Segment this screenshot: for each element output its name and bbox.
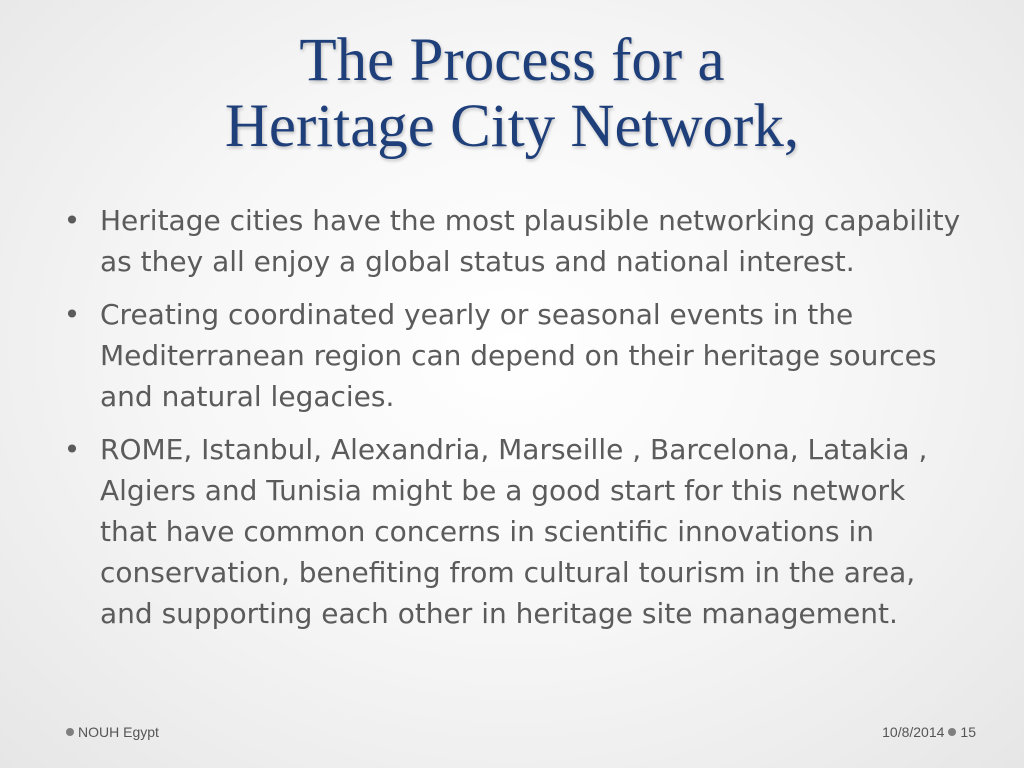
bullet-item [62, 429, 967, 634]
bullet-icon: • [63, 204, 81, 237]
footer-dot-icon [948, 728, 956, 736]
bullet-list [62, 200, 967, 646]
title-line-2: Heritage City Network, [224, 93, 800, 160]
page-number: 15 [960, 724, 976, 740]
footer-organization: NOUH Egypt [78, 724, 159, 740]
bullet-item [62, 200, 967, 282]
bullet-icon: • [63, 433, 81, 466]
footer-left [62, 724, 159, 740]
bullet-item [62, 294, 967, 417]
bullet-icon: • [63, 298, 81, 331]
footer-dot-icon [66, 728, 74, 736]
footer-right [882, 724, 976, 740]
bullet-text: ROME, Istanbul, Alexandria, Marseille , Barcelona, Latakia , Algiers and Tunisia might be a good start for this network that have common concerns in scientific innovations in conservation, benefiting from cultural tourism in the area, and supporting each other in heritage site management. [100, 433, 928, 630]
footer-date: 10/8/2014 [882, 724, 945, 740]
bullet-text: Heritage cities have the most plausible networking capability as they all enjoy a global status and national interest. [100, 204, 961, 278]
bullet-text: Creating coordinated yearly or seasonal events in the Mediterranean region can depend on their heritage sources and natural legacies. [100, 298, 937, 413]
title-line-1: The Process for a [299, 27, 725, 94]
slide-title [60, 28, 964, 160]
